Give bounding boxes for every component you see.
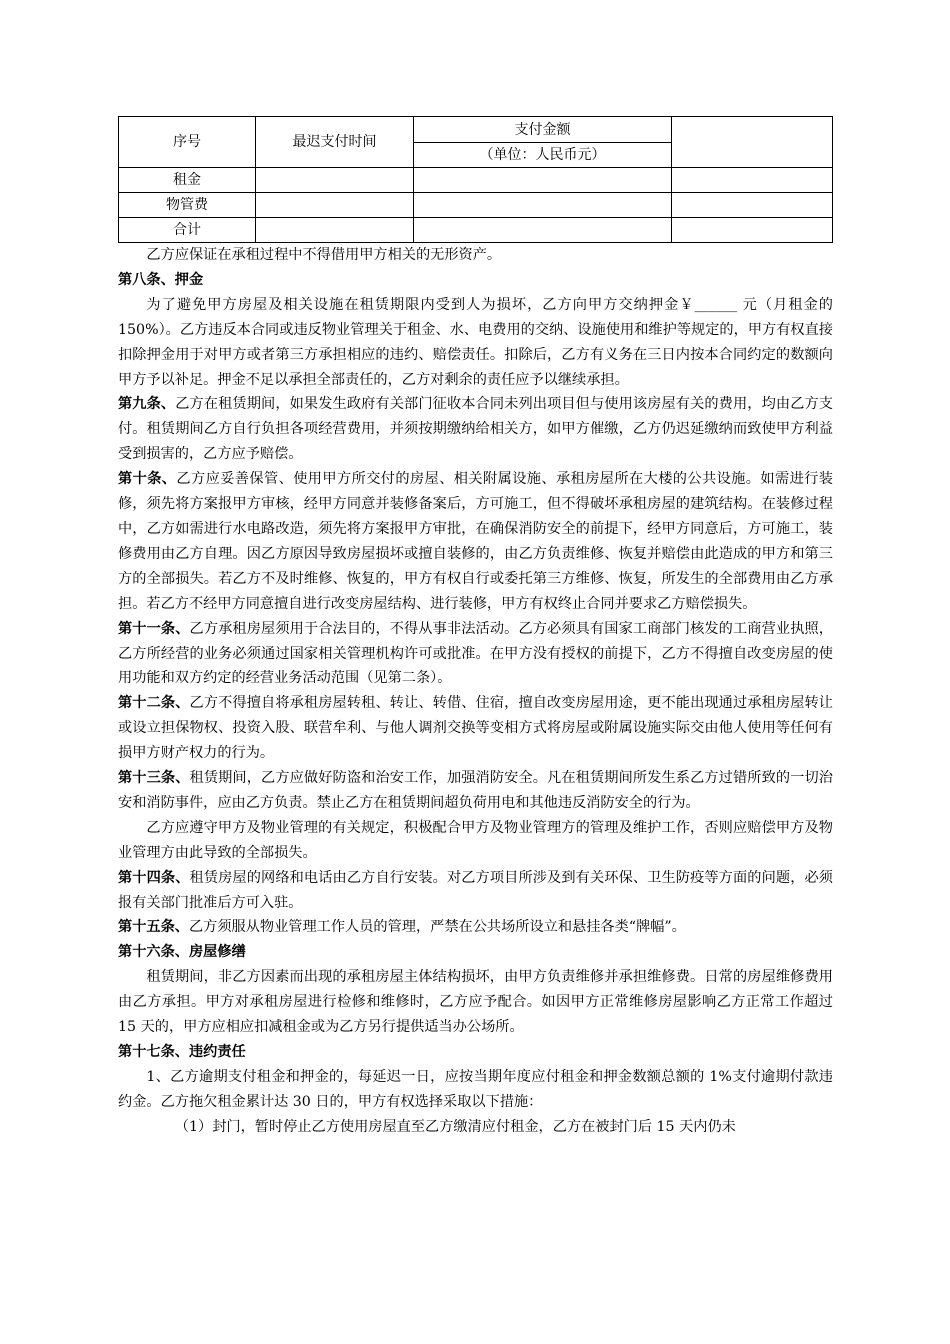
article-title: 第十七条、违约责任 xyxy=(118,1044,246,1060)
article-title: 第十二条、 xyxy=(118,695,190,712)
article-title: 第八条、押金 xyxy=(118,271,204,288)
paragraph-text: 乙方不得擅自将承租房屋转租、转让、转借、住宿，擅自改变房屋用途，更不能出现通过承租房屋转让或设立担保物权、投资入股、联营牟利、与他人调剂交换等变相方式将房屋或附属设施实际交由他人使用等任何有损甲方财产权力的行为。 xyxy=(118,695,833,762)
table-cell xyxy=(672,168,833,193)
paragraph-text: 乙方应遵守甲方及物业管理的有关规定，积极配合甲方及物业管理方的管理及维护工作，否则应赔偿甲方及物业管理方由此导致的全部损失。 xyxy=(118,819,833,861)
article-title: 第十三条、 xyxy=(118,770,190,787)
table-cell xyxy=(256,168,414,193)
header-deadline: 最迟支付时间 xyxy=(256,117,414,168)
paragraph xyxy=(118,617,833,692)
paragraph-text: 为了避免甲方房屋及相关设施在租赁期限内受到人为损坏，乙方向甲方交纳押金￥______ 元（月租金的 150%）。乙方违反本合同或违反物业管理关于租金、水、电费用的交纳、设施使用和维护等规定的，甲方有权直接扣除押金用于对甲方或者第三方承担相应的违约、赔偿责任。扣除后，乙方有义务在三日内按本合同约定的数额向甲方予以补足。押金不足以承担全部责任的，乙方对剩余的责任应予以继续承担。 xyxy=(118,296,833,388)
table-cell xyxy=(414,168,672,193)
table-cell xyxy=(414,218,672,243)
paragraph-text: 租赁期间，乙方应做好防盗和治安工作，加强消防安全。凡在租赁期间所发生系乙方过错所致的一切治安和消防事件，应由乙方负责。禁止乙方在租赁期间超负荷用电和其他违反消防安全的行为。 xyxy=(118,770,833,811)
table-row xyxy=(119,193,833,218)
paragraph xyxy=(118,1040,833,1065)
paragraph xyxy=(118,691,833,766)
paragraph-text: （1）封门，暂时停止乙方使用房屋直至乙方缴清应付租金，乙方在被封门后 15 天内仍未 xyxy=(174,1118,736,1135)
table-cell xyxy=(414,193,672,218)
article-title: 第十六条、房屋修缮 xyxy=(118,944,246,961)
article-title: 第十五条、 xyxy=(118,919,189,936)
table-row xyxy=(119,218,833,243)
article-title: 第十一条、 xyxy=(118,620,190,637)
paragraph xyxy=(118,268,833,293)
contract-body xyxy=(118,243,833,1140)
header-unit: （单位：人民币元） xyxy=(414,143,672,168)
paragraph-text: 乙方应妥善保管、使用甲方所交付的房屋、相关附属设施、承租房屋所在大楼的公共设施。如需进行装修，须先将方案报甲方审核，经甲方同意并装修备案后，方可施工，但不得破坏承租房屋的建筑结构。在装修过程中，乙方如需进行水电路改造，须先将方案报甲方审批，在确保消防安全的前提下，经甲方同意后，方可施工，装修费用由乙方自理。因乙方原因导致房屋损坏或擅自装修的，由乙方负责维修、恢复并赔偿由此造成的甲方和第三方的全部损失。若乙方不及时维修、恢复的，甲方有权自行或委托第三方维修、恢复，所发生的全部费用由乙方承担。若乙方不经甲方同意擅自进行改变房屋结构、进行装修，甲方有权终止合同并要求乙方赔偿损失。 xyxy=(118,471,833,612)
paragraph-text: 乙方须服从物业管理工作人员的管理，严禁在公共场所设立和悬挂各类“牌幅”。 xyxy=(188,919,686,936)
paragraph-text: 乙方应保证在承租过程中不得借用甲方相关的无形资产。 xyxy=(146,247,502,263)
paragraph xyxy=(118,915,833,940)
header-seq: 序号 xyxy=(119,117,256,168)
payment-table xyxy=(118,116,833,243)
header-amount: 支付金额 xyxy=(414,117,672,143)
row-label: 物管费 xyxy=(119,193,256,218)
paragraph xyxy=(118,965,833,1040)
article-title: 第十条、 xyxy=(118,471,177,488)
paragraph-text: 1、乙方逾期支付租金和押金的，每延迟一日，应按当期年度应付租金和押金数额总额的 1%支付逾期付款违约金。乙方拖欠租金累计达 30 日的，甲方有权选择采取以下措施： xyxy=(118,1068,833,1110)
paragraph xyxy=(118,816,833,866)
paragraph-text: 租赁期间，非乙方因素而出现的承租房屋主体结构损坏，由甲方负责维修并承担维修费。日常的房屋维修费用由乙方承担。甲方对承租房屋进行检修和维修时，乙方应予配合。如因甲方正常维修房屋影响乙方正常工作超过 15 天的，甲方应相应扣减租金或为乙方另行提供适当办公场所。 xyxy=(118,969,833,1036)
row-label: 租金 xyxy=(119,168,256,193)
table-cell xyxy=(256,218,414,243)
header-extra xyxy=(672,117,833,168)
paragraph xyxy=(118,1065,833,1115)
table-row xyxy=(119,168,833,193)
article-title: 第十四条、 xyxy=(118,869,190,886)
paragraph xyxy=(118,293,833,393)
paragraph xyxy=(118,467,833,616)
paragraph xyxy=(118,866,833,916)
paragraph xyxy=(118,1115,833,1140)
paragraph xyxy=(118,243,833,268)
paragraph-text: 乙方承租房屋须用于合法目的，不得从事非法活动。乙方必须具有国家工商部门核发的工商营业执照，乙方所经营的业务必须通过国家相关管理机构许可或批准。在甲方没有授权的前提下，乙方不得擅自改变房屋的使用功能和双方约定的经营业务活动范围（见第二条）。 xyxy=(118,620,833,687)
article-title: 第九条、 xyxy=(118,396,176,413)
table-cell xyxy=(672,218,833,243)
table-cell xyxy=(256,193,414,218)
table-cell xyxy=(672,193,833,218)
paragraph xyxy=(118,392,833,467)
document-page xyxy=(118,116,833,1140)
row-label: 合计 xyxy=(119,218,256,243)
paragraph-text: 乙方在租赁期间，如果发生政府有关部门征收本合同未列出项目但与使用该房屋有关的费用，均由乙方支付。租赁期间乙方自行负担各项经营费用，并须按期缴纳给相关方，如甲方催缴，乙方仍迟延缴纳而致使甲方利益受到损害的，乙方应予赔偿。 xyxy=(118,396,833,463)
paragraph xyxy=(118,940,833,965)
paragraph-text: 租赁房屋的网络和电话由乙方自行安装。对乙方项目所涉及到有关环保、卫生防疫等方面的问题，必须报有关部门批准后方可入驻。 xyxy=(118,869,833,911)
paragraph xyxy=(118,766,833,816)
